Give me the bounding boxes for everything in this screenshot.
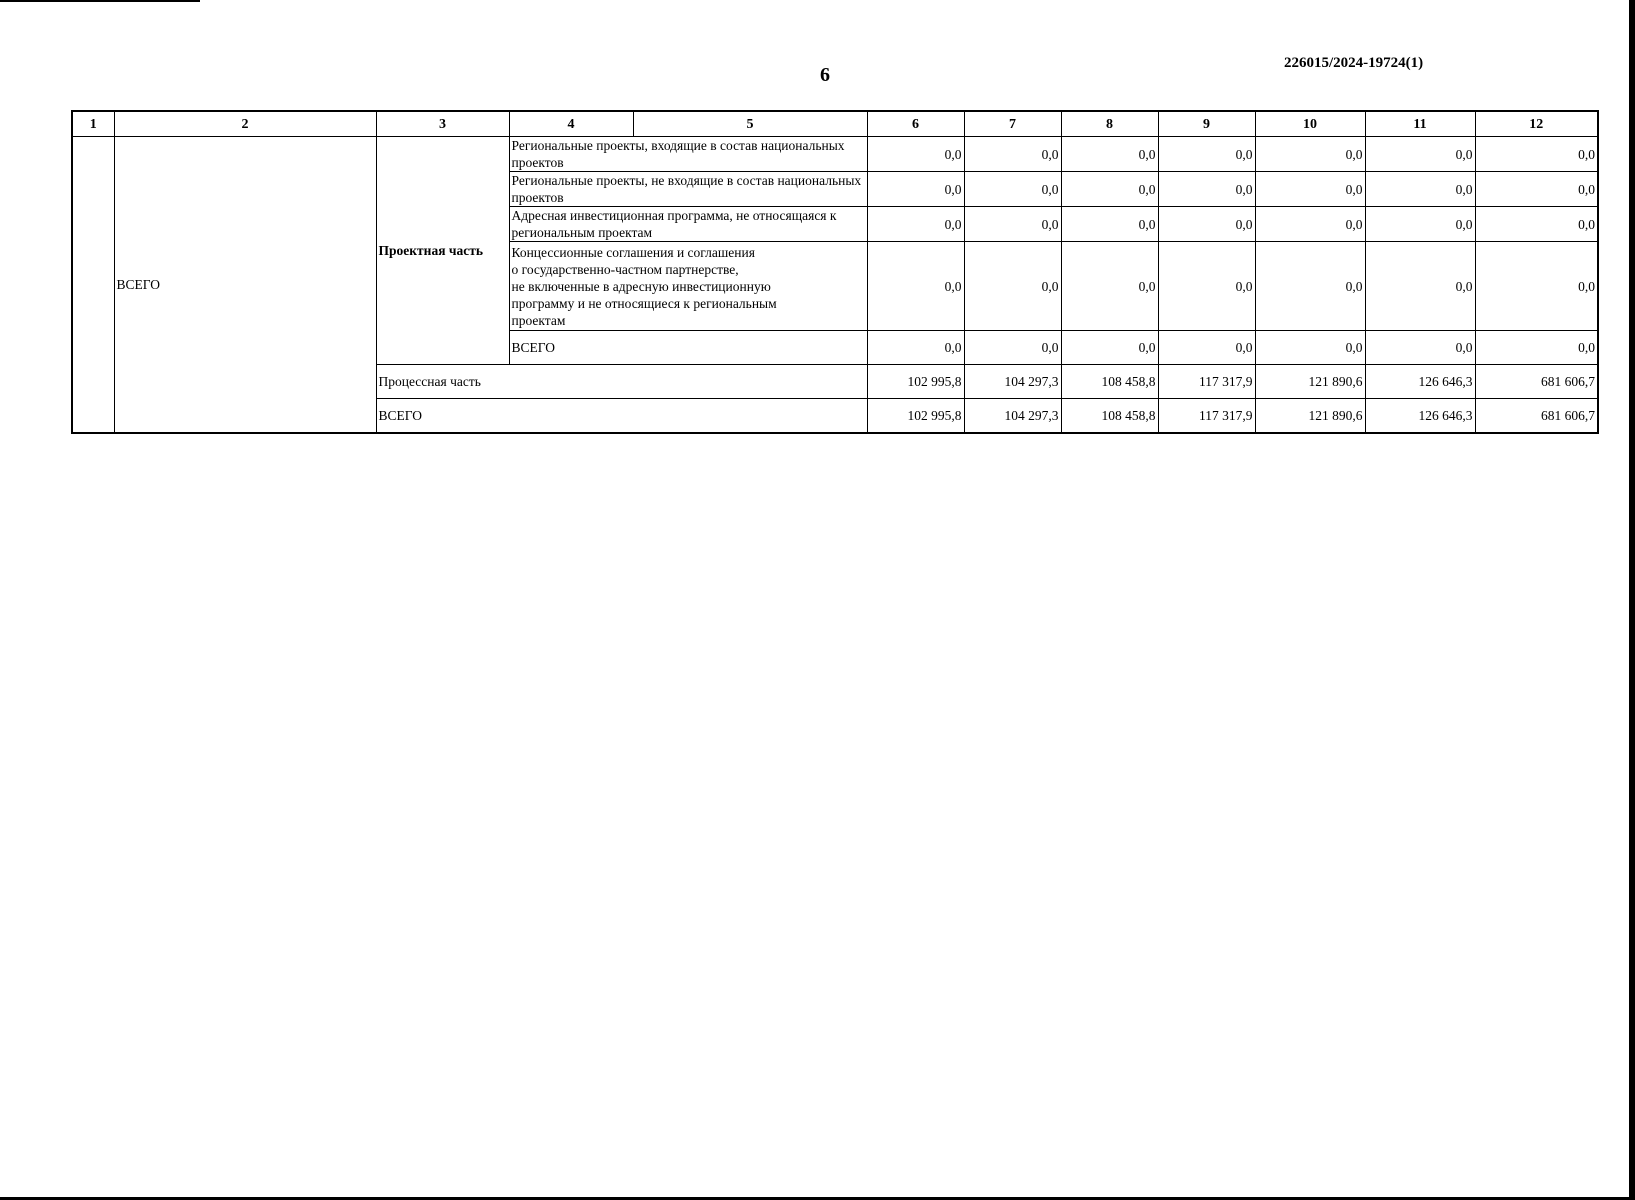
project-part-label: Проектная часть	[376, 137, 509, 365]
value-cell: 0,0	[867, 331, 964, 365]
column-header: 8	[1061, 111, 1158, 137]
value-cell: 0,0	[1365, 331, 1475, 365]
page-number: 6	[820, 64, 830, 86]
row-label: ВСЕГО	[509, 331, 867, 365]
value-cell: 0,0	[1158, 207, 1255, 242]
header-row	[72, 111, 1598, 137]
scan-edge-right	[1629, 0, 1635, 1200]
column-header: 9	[1158, 111, 1255, 137]
value-cell: 0,0	[1061, 207, 1158, 242]
value-cell: 0,0	[964, 242, 1061, 331]
value-cell: 0,0	[867, 242, 964, 331]
value-cell: 102 995,8	[867, 399, 964, 434]
value-cell: 681 606,7	[1475, 399, 1598, 434]
column-header: 6	[867, 111, 964, 137]
value-cell: 0,0	[1255, 137, 1365, 172]
budget-table	[71, 110, 1599, 434]
value-cell: 121 890,6	[1255, 399, 1365, 434]
value-cell: 0,0	[1061, 242, 1158, 331]
table-row	[72, 137, 1598, 172]
value-cell: 0,0	[1061, 172, 1158, 207]
column-header: 12	[1475, 111, 1598, 137]
value-cell: 0,0	[1061, 137, 1158, 172]
value-cell: 104 297,3	[964, 365, 1061, 399]
value-cell: 121 890,6	[1255, 365, 1365, 399]
column-header: 4	[509, 111, 633, 137]
value-cell: 0,0	[867, 172, 964, 207]
row-label: Региональные проекты, не входящие в состав национальных проектов	[509, 172, 867, 207]
row-label-line: программу и не относящиеся к региональным	[511, 295, 777, 311]
column-header: 7	[964, 111, 1061, 137]
value-cell: 681 606,7	[1475, 365, 1598, 399]
group-label: ВСЕГО	[114, 137, 376, 434]
value-cell: 0,0	[1475, 242, 1598, 331]
value-cell: 0,0	[1365, 137, 1475, 172]
column-header: 10	[1255, 111, 1365, 137]
value-cell: 0,0	[1475, 331, 1598, 365]
value-cell: 0,0	[867, 137, 964, 172]
value-cell: 0,0	[1158, 137, 1255, 172]
value-cell: 102 995,8	[867, 365, 964, 399]
column-header: 11	[1365, 111, 1475, 137]
value-cell: 108 458,8	[1061, 399, 1158, 434]
value-cell: 0,0	[964, 331, 1061, 365]
column-1-cell	[72, 137, 114, 434]
value-cell: 104 297,3	[964, 399, 1061, 434]
value-cell: 0,0	[964, 172, 1061, 207]
value-cell: 126 646,3	[1365, 365, 1475, 399]
document-id: 226015/2024-19724(1)	[1284, 55, 1424, 71]
scan-edge-top	[0, 0, 200, 2]
value-cell: 0,0	[1365, 207, 1475, 242]
row-label: Региональные проекты, входящие в состав национальных проектов	[509, 137, 867, 172]
process-part-label: Процессная часть	[376, 365, 867, 399]
value-cell: 0,0	[1365, 172, 1475, 207]
value-cell: 0,0	[1255, 242, 1365, 331]
value-cell: 117 317,9	[1158, 399, 1255, 434]
value-cell: 0,0	[1158, 172, 1255, 207]
value-cell: 0,0	[1255, 207, 1365, 242]
value-cell: 0,0	[1475, 137, 1598, 172]
value-cell: 117 317,9	[1158, 365, 1255, 399]
value-cell: 108 458,8	[1061, 365, 1158, 399]
value-cell: 126 646,3	[1365, 399, 1475, 434]
value-cell: 0,0	[1475, 172, 1598, 207]
value-cell: 0,0	[1158, 242, 1255, 331]
value-cell: 0,0	[1061, 331, 1158, 365]
value-cell: 0,0	[1158, 331, 1255, 365]
value-cell: 0,0	[1255, 331, 1365, 365]
row-label: Адресная инвестиционная программа, не относящаяся к региональным проектам	[509, 207, 867, 242]
row-label-line: не включенные в адресную инвестиционную	[511, 278, 771, 294]
row-label-line: проектам	[511, 312, 566, 328]
column-header: 1	[72, 111, 114, 137]
value-cell: 0,0	[1255, 172, 1365, 207]
column-header: 3	[376, 111, 509, 137]
value-cell: 0,0	[964, 207, 1061, 242]
column-header: 2	[114, 111, 376, 137]
value-cell: 0,0	[964, 137, 1061, 172]
value-cell: 0,0	[1365, 242, 1475, 331]
column-header: 5	[633, 111, 867, 137]
row-label	[509, 242, 867, 331]
row-label-line: Концессионные соглашения и соглашения	[511, 244, 755, 260]
value-cell: 0,0	[867, 207, 964, 242]
value-cell: 0,0	[1475, 207, 1598, 242]
total-label: ВСЕГО	[376, 399, 867, 434]
row-label-line: о государственно-частном партнерстве,	[511, 261, 739, 277]
